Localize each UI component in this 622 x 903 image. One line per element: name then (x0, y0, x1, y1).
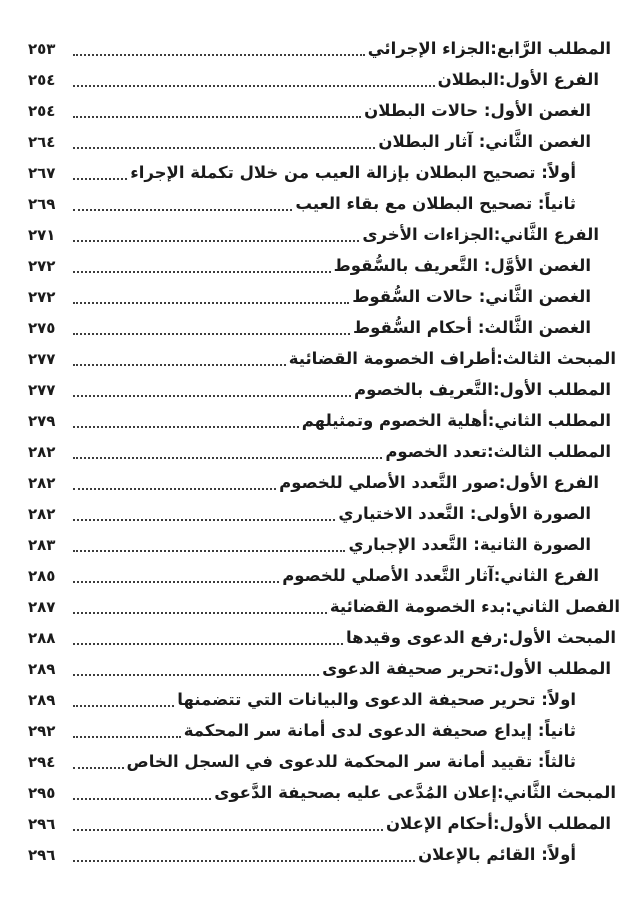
toc-entry-page-number: ٢٧٥ (28, 318, 56, 337)
dotted-leader (73, 457, 382, 459)
toc-entry-page-number: ٢٧٧ (28, 349, 56, 368)
toc-entry-page-number: ٢٥٤ (28, 101, 56, 120)
toc-entry-title: الفرع الأول:البطلان (437, 70, 599, 89)
toc-entry[interactable] (28, 467, 599, 498)
dotted-leader (73, 674, 319, 676)
toc-entry-title: المطلب الأول:التَّعريف بالخصوم (354, 380, 611, 399)
dotted-leader (73, 302, 349, 304)
dotted-leader (73, 798, 211, 800)
toc-entry[interactable] (28, 219, 599, 250)
toc-entry[interactable] (28, 498, 591, 529)
toc-entry-page-number: ٢٥٣ (28, 39, 56, 58)
dotted-leader (73, 209, 292, 211)
dotted-leader (73, 364, 286, 366)
toc-entry-page-number: ٢٦٩ (28, 194, 56, 213)
toc-entry-page-number: ٢٧٢ (28, 287, 56, 306)
toc-entry-title: اولاً: تحرير صحيفة الدعوى والبيانات التي تتضمنها (177, 690, 576, 709)
dotted-leader (73, 705, 174, 707)
dotted-leader (73, 612, 327, 614)
toc-entry-page-number: ٢٧١ (28, 225, 56, 244)
toc-entry-title: الصورة الأولى: التَّعدد الاختياري (338, 504, 591, 523)
toc-entry[interactable] (28, 436, 611, 467)
dotted-leader (73, 85, 435, 87)
toc-entry-page-number: ٢٨٩ (28, 659, 56, 678)
toc-list (28, 33, 620, 870)
toc-entry-title: ثانياً: تصحيح البطلان مع بقاء العيب (295, 194, 576, 213)
toc-entry[interactable] (28, 312, 591, 343)
toc-entry-title: الغصن الثَّاني: آثار البطلان (378, 132, 591, 151)
toc-entry-page-number: ٢٦٧ (28, 163, 56, 182)
toc-entry-page-number: ٢٨٢ (28, 473, 56, 492)
toc-entry-title: المطلب الأول:أحكام الإعلان (385, 814, 611, 833)
toc-entry-title: المبحث الأول:رفع الدعوى وقيدها (345, 628, 616, 647)
toc-entry-title: أولاً: القائم بالإعلان (418, 845, 576, 864)
toc-entry-title: الغصن الأوَّل: التَّعريف بالسُّقوط (333, 256, 591, 275)
toc-entry-page-number: ٢٦٤ (28, 132, 56, 151)
dotted-leader (73, 54, 365, 56)
dotted-leader (73, 488, 276, 490)
toc-entry-title: ثالثاً: تقييد أمانة سر المحكمة للدعوى في السجل الخاص (126, 752, 576, 771)
toc-entry-title: ثانياً: إيداع صحيفة الدعوى لدى أمانة سر المحكمة (183, 721, 576, 740)
toc-entry-title: الفرع الثاني:آثار التَّعدد الأصلي للخصوم (282, 566, 599, 585)
dotted-leader (73, 860, 415, 862)
dotted-leader (73, 147, 375, 149)
dotted-leader (73, 643, 343, 645)
toc-entry[interactable] (28, 343, 616, 374)
toc-entry[interactable] (28, 281, 591, 312)
toc-entry-page-number: ٢٨٩ (28, 690, 56, 709)
toc-entry[interactable] (28, 126, 591, 157)
toc-entry-title: الفصل الثاني:بدء الخصومة القضائية (329, 597, 620, 616)
toc-entry-page-number: ٢٧٧ (28, 380, 56, 399)
toc-entry-page-number: ٢٨٣ (28, 535, 56, 554)
toc-entry[interactable] (28, 405, 611, 436)
toc-entry[interactable] (28, 374, 611, 405)
dotted-leader (73, 178, 127, 180)
dotted-leader (73, 333, 350, 335)
toc-entry[interactable] (28, 746, 576, 777)
toc-entry[interactable] (28, 188, 576, 219)
toc-entry[interactable] (28, 33, 611, 64)
dotted-leader (73, 116, 361, 118)
toc-entry-page-number: ٢٨٨ (28, 628, 56, 647)
toc-entry-page-number: ٢٧٩ (28, 411, 56, 430)
toc-entry-page-number: ٢٩٦ (28, 814, 56, 833)
toc-entry[interactable] (28, 560, 599, 591)
toc-entry[interactable] (28, 715, 576, 746)
toc-entry[interactable] (28, 622, 616, 653)
toc-entry-page-number: ٢٨٢ (28, 442, 56, 461)
dotted-leader (73, 550, 345, 552)
toc-entry-page-number: ٢٨٧ (28, 597, 56, 616)
toc-entry-title: الصورة الثانية: التَّعدد الإجباري (348, 535, 591, 554)
dotted-leader (73, 395, 351, 397)
toc-entry[interactable] (28, 157, 576, 188)
toc-entry[interactable] (28, 64, 599, 95)
toc-entry-title: الغصن الثَّالث: أحكام السُّقوط (353, 318, 591, 337)
dotted-leader (73, 519, 335, 521)
toc-entry-page-number: ٢٩٥ (28, 783, 56, 802)
toc-entry-title: المبحث الثالث:أطراف الخصومة القضائية (288, 349, 616, 368)
toc-entry-page-number: ٢٩٢ (28, 721, 56, 740)
toc-entry[interactable] (28, 808, 611, 839)
toc-entry-title: الفرع الثَّاني:الجزاءات الأخرى (362, 225, 599, 244)
toc-entry[interactable] (28, 777, 616, 808)
toc-entry-title: المطلب الثاني:أهلية الخصوم وتمثيلهم (301, 411, 611, 430)
toc-entry[interactable] (28, 591, 620, 622)
toc-entry-title: أولاً: تصحيح البطلان بإزالة العيب من خلال تكملة الإجراء (130, 163, 576, 182)
toc-entry-page-number: ٢٨٢ (28, 504, 56, 523)
toc-entry-title: الغصن الأول: حالات البطلان (364, 101, 591, 120)
toc-entry-page-number: ٢٧٢ (28, 256, 56, 275)
toc-entry[interactable] (28, 250, 591, 281)
toc-entry-page-number: ٢٩٤ (28, 752, 56, 771)
dotted-leader (73, 736, 181, 738)
toc-entry-title: المطلب الرَّابع:الجزاء الإجرائي (367, 39, 611, 58)
toc-entry[interactable] (28, 529, 591, 560)
toc-entry-title: المطلب الأول:تحرير صحيفة الدعوى (322, 659, 611, 678)
toc-entry-page-number: ٢٨٥ (28, 566, 56, 585)
toc-entry[interactable] (28, 839, 576, 870)
dotted-leader (73, 767, 124, 769)
dotted-leader (73, 240, 359, 242)
toc-entry-page-number: ٢٥٤ (28, 70, 56, 89)
dotted-leader (73, 829, 383, 831)
toc-entry[interactable] (28, 653, 611, 684)
toc-entry-title: المطلب الثالث:تعدد الخصوم (385, 442, 611, 461)
toc-entry[interactable] (28, 95, 591, 126)
toc-entry-title: الغصن الثَّاني: حالات السُّقوط (352, 287, 591, 306)
toc-entry[interactable] (28, 684, 576, 715)
dotted-leader (73, 581, 279, 583)
toc-entry-title: المبحث الثَّاني:إعلان المُدَّعى عليه بصحيفة الدَّعوى (214, 783, 616, 802)
dotted-leader (73, 271, 331, 273)
toc-entry-page-number: ٢٩٦ (28, 845, 56, 864)
dotted-leader (73, 426, 299, 428)
toc-entry-title: الفرع الأول:صور التَّعدد الأصلي للخصوم (279, 473, 599, 492)
